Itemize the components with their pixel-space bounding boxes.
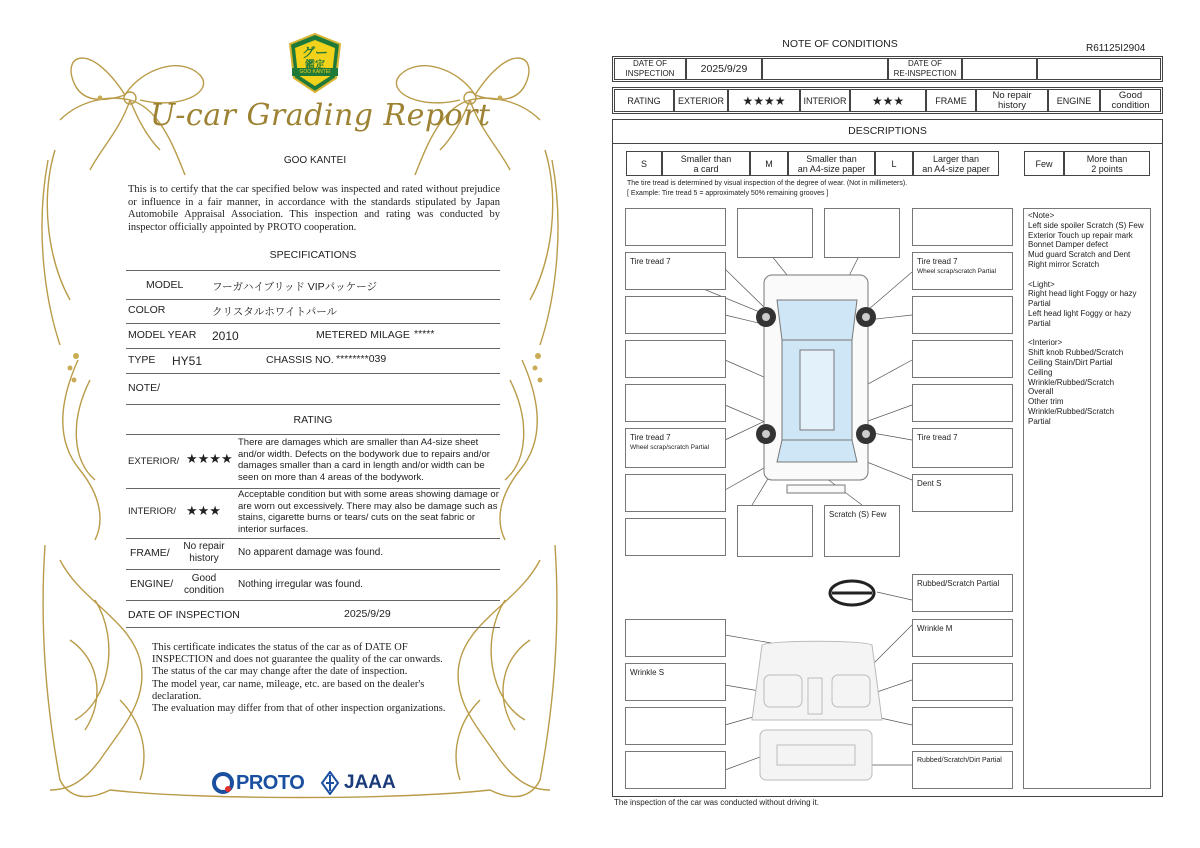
damage-box <box>625 619 726 657</box>
date-value: 2025/9/29 <box>344 608 391 620</box>
damage-box-rubbed-dirt <box>912 751 1013 789</box>
date-label: DATE OF INSPECTION <box>128 609 240 621</box>
note-spacer <box>1028 329 1150 339</box>
jaaa-logo <box>320 770 396 796</box>
proto-logo-icon <box>212 772 234 794</box>
legend-line: Larger than <box>932 153 980 164</box>
exterior-description: There are damages which are smaller than A4-size sheet and/or width. Defects on the bodywork due to repairs and/or damages smaller than a card in length and/or width can be seen on more than 4 areas of the bodywork. <box>238 437 490 483</box>
frame-label: FRAME/ <box>130 547 170 559</box>
footer-line: The evaluation may differ from that of other inspection organizations. <box>152 703 446 715</box>
exterior-rating-row <box>126 434 500 489</box>
value-line: Good <box>1118 89 1143 101</box>
tread-note-1: The tire tread is determined by visual inspection of the degree of wear. (Not in millimeters). <box>627 180 908 187</box>
box-text: Tire tread 7 <box>917 433 958 442</box>
badge-line-2: 鑑定 <box>305 60 325 71</box>
note-line: Bonnet Damper defect <box>1028 240 1109 250</box>
damage-box-rubbed <box>912 574 1013 612</box>
model-value: フーガハイブリッド VIPパッケージ <box>212 281 377 293</box>
note-line: Partial <box>1028 318 1051 328</box>
blank-cell <box>762 58 888 80</box>
footer-line: INSPECTION and does not guarantee the quality of the car onwards. <box>152 654 443 666</box>
damage-box <box>912 384 1013 422</box>
specifications-heading: SPECIFICATIONS <box>269 249 357 261</box>
engine-value-1: Good <box>191 573 217 584</box>
note-line: Left head light Foggy or hazy <box>1028 308 1132 318</box>
box-text: Scratch (S) Few <box>829 510 887 519</box>
legend-line: 2 points <box>1091 163 1123 174</box>
damage-box <box>625 208 726 246</box>
badge-line-1: グー <box>301 45 328 60</box>
type-label: TYPE <box>128 354 156 366</box>
car-diagram <box>612 200 1032 795</box>
note-line: <Interior> <box>1028 338 1063 348</box>
engine-rating-row <box>126 570 500 601</box>
legend-line: a card <box>693 163 719 174</box>
legend-line: More than <box>1086 153 1128 164</box>
note-line: Overall <box>1028 387 1054 397</box>
legend-line: Smaller than <box>806 153 857 164</box>
note-line: Shift knob Rubbed/Scratch <box>1028 348 1124 358</box>
type-value: HY51 <box>172 354 203 368</box>
footer-line: The status of the car may change after the date of inspection. <box>152 666 408 678</box>
note-line: Ceiling Stain/Dirt Partial <box>1028 357 1113 367</box>
damage-box-wrinkle-m <box>912 619 1013 657</box>
tread-note-2: [ Example: Tire tread 5 = approximately 50% remaining grooves ] <box>627 190 829 197</box>
bottom-note: The inspection of the car was conducted without driving it. <box>614 798 819 807</box>
note-line: Mud guard Scratch and Dent <box>1028 250 1131 260</box>
damage-box <box>912 340 1013 378</box>
model-row <box>126 270 500 300</box>
damage-box <box>625 751 726 789</box>
legend-l-desc <box>913 151 999 176</box>
note-line: Right mirror Scratch <box>1028 259 1100 269</box>
damage-box-scratch <box>824 505 900 557</box>
damage-box <box>912 707 1013 745</box>
certificate-subtitle: GOO KANTEI <box>283 155 347 166</box>
legend-m-desc <box>788 151 875 176</box>
interior-rating-row <box>126 488 500 539</box>
box-text: Wrinkle S <box>630 668 665 677</box>
rating-row <box>612 87 1163 114</box>
exterior-label: EXTERIOR/ <box>128 456 180 467</box>
box-subtext: Wheel scrap/scratch Partial <box>917 268 997 275</box>
interior-label: INTERIOR/ <box>128 506 177 517</box>
damage-box <box>625 474 726 512</box>
proto-logo-text: PROTO <box>236 771 305 794</box>
note-line: Left side spoiler Scratch (S) Few <box>1028 220 1144 230</box>
footer-line: The model year, car name, mileage, etc. are based on the dealer's <box>152 678 425 690</box>
inspection-date-row <box>612 56 1163 82</box>
date-of-inspection-label <box>614 58 686 80</box>
note-line: Ceiling <box>1028 367 1053 377</box>
interior-label: INTERIOR <box>800 89 850 112</box>
legend-s: S <box>626 151 662 176</box>
frame-value-2: history <box>189 553 219 564</box>
label-line: INSPECTION <box>625 69 675 78</box>
note-line: Partial <box>1028 416 1051 426</box>
descriptions-heading: DESCRIPTIONS <box>612 119 1163 144</box>
rating-label: RATING <box>614 89 674 112</box>
damage-box-tire-rear-left <box>625 428 726 468</box>
box-text: Tire tread 7 <box>917 257 958 266</box>
color-label: COLOR <box>128 304 166 316</box>
certificate-intro: This is to certify that the car specified below was inspected and rated without prejudice or influence in a fair manner, in accordance with the standards stipulated by Japan Automobile Appraisal Association. This inspection and rating was conducted by inspector officially appointed by PROTO cooperation. <box>128 184 500 233</box>
exterior-label: EXTERIOR <box>674 89 728 112</box>
damage-box <box>737 208 813 258</box>
value-line: No repair <box>992 89 1032 101</box>
notes-list <box>1028 211 1150 427</box>
chassis-label: CHASSIS NO. <box>266 354 334 366</box>
legend-line: an A4-size paper <box>922 163 990 174</box>
box-text: Dent S <box>917 479 942 488</box>
color-value: クリスタルホワイトパール <box>212 306 338 318</box>
legend-more <box>1064 151 1150 176</box>
date-row <box>126 601 500 628</box>
damage-box-wrinkle-s <box>625 663 726 701</box>
interior-stars: ★★★ <box>850 89 926 112</box>
damage-box <box>912 663 1013 701</box>
damage-box <box>824 208 900 258</box>
damage-box <box>625 707 726 745</box>
type-row <box>126 349 500 374</box>
legend-few: Few <box>1024 151 1064 176</box>
note-line: <Light> <box>1028 279 1055 289</box>
note-spacer <box>1028 270 1150 280</box>
value-line: condition <box>1111 99 1150 111</box>
value-line: history <box>998 99 1026 111</box>
metered-milage-label: METERED MILAGE <box>316 329 410 341</box>
legend-m: M <box>750 151 788 176</box>
note-line: Right head light Foggy or hazy <box>1028 289 1137 299</box>
legend-l: L <box>875 151 913 176</box>
exterior-stars: ★★★★ <box>186 451 233 466</box>
engine-label: ENGINE/ <box>130 578 174 590</box>
label-line: DATE OF <box>907 59 943 68</box>
note-line: <Note> <box>1028 211 1055 220</box>
label-line: DATE OF <box>632 59 668 68</box>
model-year-label: MODEL YEAR <box>128 329 197 341</box>
certificate-title: U-car Grading Report <box>150 98 491 133</box>
box-text: Rubbed/Scratch/Dirt Partial <box>917 757 1002 764</box>
frame-value <box>976 89 1048 112</box>
damage-box-dent <box>912 474 1013 512</box>
model-label: MODEL <box>146 279 184 291</box>
damage-box <box>625 340 726 378</box>
steering-wheel-icon <box>830 581 874 605</box>
note-line: Wrinkle/Rubbed/Scratch <box>1028 406 1115 416</box>
blank-cell <box>1037 58 1161 80</box>
damage-box <box>912 296 1013 334</box>
note-row <box>126 374 500 405</box>
box-subtext: Wheel scrap/scratch Partial <box>630 444 710 451</box>
damage-box-tire-front-left <box>625 252 726 290</box>
damage-box <box>737 505 813 557</box>
damage-box <box>625 384 726 422</box>
label-line: RE-INSPECTION <box>893 69 957 78</box>
damage-box-tire-rear-right <box>912 428 1013 468</box>
car-wheels <box>756 307 876 444</box>
legend-line: Smaller than <box>680 153 732 164</box>
goo-kantei-badge <box>286 32 344 94</box>
exterior-stars: ★★★★ <box>728 89 800 112</box>
jaaa-logo-text: JAAA <box>344 772 396 793</box>
frame-label: FRAME <box>926 89 976 112</box>
notes-box <box>1023 208 1151 789</box>
rating-heading: RATING <box>293 414 333 426</box>
badge-ribbon: GOO KANTEI <box>299 69 331 75</box>
model-year-value: 2010 <box>212 329 239 343</box>
metered-milage-value: ***** <box>414 328 435 340</box>
descriptions-panel <box>612 119 1163 797</box>
legend-line: an A4-size paper <box>797 163 866 174</box>
interior-description: Acceptable condition but with some areas showing damage or are worn out excessively. There may also be damage such as stains, cigarette burns or tears/ cuts on the seat fabric or interior surfaces. <box>238 489 499 535</box>
note-line: Partial <box>1028 299 1051 309</box>
footer-line: declaration. <box>152 690 202 702</box>
interior-stars: ★★★ <box>186 503 221 518</box>
damage-box <box>912 208 1013 246</box>
date-of-inspection-value: 2025/9/29 <box>686 58 762 80</box>
frame-value-1: No repair <box>183 541 225 552</box>
color-row <box>126 299 500 324</box>
legend-s-desc <box>662 151 750 176</box>
note-line: Wrinkle/Rubbed/Scratch <box>1028 377 1115 387</box>
frame-rating-row <box>126 539 500 570</box>
interior-view <box>752 641 882 780</box>
engine-description: Nothing irregular was found. <box>238 579 364 590</box>
certificate-footer <box>152 642 482 715</box>
damage-box-tire-front-right <box>912 252 1013 290</box>
box-text: Rubbed/Scratch Partial <box>917 579 1000 588</box>
footer-line: This certificate indicates the status of the car as of DATE OF <box>152 642 408 653</box>
damage-box <box>625 296 726 334</box>
box-text: Tire tread 7 <box>630 257 671 266</box>
noc-title: NOTE OF CONDITIONS <box>782 38 898 50</box>
jaaa-logo-icon <box>320 771 340 795</box>
car-top-view <box>764 275 868 493</box>
note-line: Exterior Touch up repair mark <box>1028 230 1133 240</box>
engine-value <box>1100 89 1161 112</box>
frame-description: No apparent damage was found. <box>238 547 384 558</box>
note-line: Other trim <box>1028 397 1064 407</box>
chassis-value: ********039 <box>336 353 387 365</box>
date-of-reinspection-label <box>888 58 962 80</box>
damage-box <box>625 518 726 556</box>
engine-value-2: condition <box>183 585 225 596</box>
box-text: Wrinkle M <box>917 624 953 633</box>
reinspection-value <box>962 58 1037 80</box>
box-text: Tire tread 7 <box>630 433 671 442</box>
report-number: R61125I2904 <box>1086 43 1146 54</box>
model-year-row <box>126 324 500 349</box>
proto-logo <box>212 770 304 796</box>
engine-label: ENGINE <box>1048 89 1100 112</box>
note-label: NOTE/ <box>128 382 161 394</box>
